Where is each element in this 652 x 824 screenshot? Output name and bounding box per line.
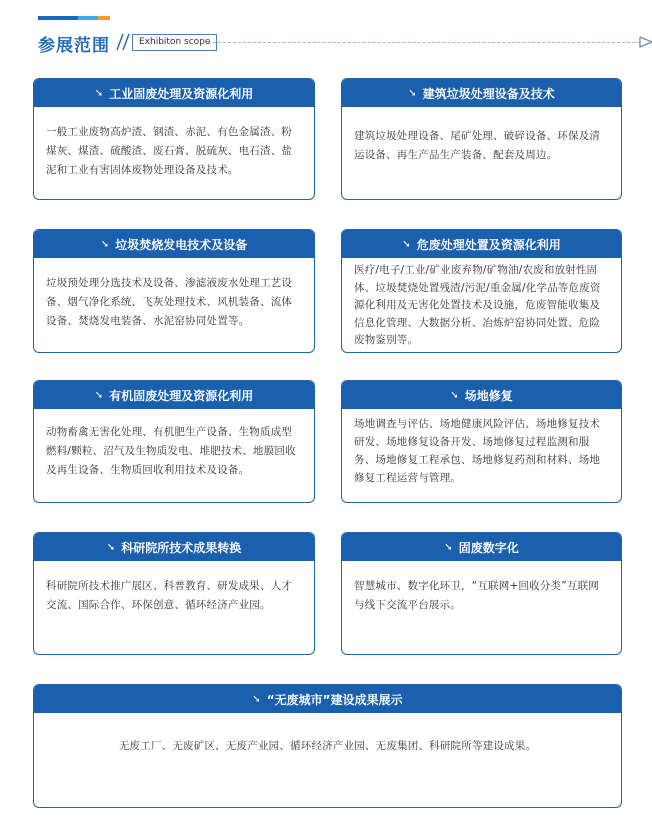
card-header xyxy=(34,381,314,409)
scope-card-incineration xyxy=(33,229,315,353)
card-title: 有机固废处理及资源化利用 xyxy=(109,388,254,403)
scope-card-construction xyxy=(341,78,622,200)
accent-blue xyxy=(38,16,78,20)
accent-light-blue xyxy=(78,16,98,20)
card-header xyxy=(342,79,621,107)
card-body: 医疗/电子/工业/矿业废弃物/矿物油/农废和放射性固体、垃圾焚烧处置残渣/污泥/重金属/化学品等危废资源化利用及无害化处置技术及设施，危废智能收集及信息化管理、大数据分析、冶炼炉窑协同处置、危险废物鉴别等。 xyxy=(354,264,601,346)
card-body: 场地调查与评估、场地健康风险评估、场地修复技术研发、场地修复设备开发、场地修复过程监测和服务、场地修复工程承包、场地修复药剂和材料、场地修复工程运营与管理。 xyxy=(354,418,601,484)
card-title: 工业固废处理及资源化利用 xyxy=(109,86,254,101)
scope-card-site-remediation xyxy=(341,380,622,503)
card-title: 场地修复 xyxy=(464,388,513,403)
arrow-right-icon xyxy=(638,35,652,49)
arrow-down-right-icon: ➘ xyxy=(100,238,110,250)
card-body: 无废工厂、无废矿区、无废产业园、循环经济产业园、无废集团、科研院所等建设成果。 xyxy=(118,740,537,752)
card-header xyxy=(34,79,314,107)
card-body: 动物畜禽无害化处理、有机肥生产设备、生物质成型燃料/颗粒、沼气及生物质发电、堆肥技术、地膜回收及再生设备、生物质回收利用技术及设备。 xyxy=(46,426,296,476)
card-title: 垃圾焚烧发电技术及设备 xyxy=(115,237,248,252)
accent-orange xyxy=(98,16,110,20)
card-header xyxy=(342,533,621,561)
arrow-down-right-icon: ➘ xyxy=(444,541,453,553)
card-header xyxy=(34,230,314,258)
arrow-down-right-icon: ➘ xyxy=(408,87,417,99)
card-body: 一般工业废物高炉渣、钢渣、赤泥、有色金属渣、粉煤灰、煤渣、硫酸渣、废石膏、脱硫灰、电石渣、盐泥和工业有害固体废物处理设备及技术。 xyxy=(46,126,293,176)
card-body: 垃圾预处理分选技术及设备、渗滤液废水处理工艺设备、烟气净化系统、飞灰处理技术、风机装备、流体设备、焚烧发电装备、水泥窑协同处置等。 xyxy=(46,277,293,327)
dashed-divider xyxy=(208,42,640,43)
card-body: 建筑垃圾处理设备、尾矿处理、破碎设备、环保及清运设备、再生产品生产装备、配套及周边。 xyxy=(354,130,601,161)
card-title: “无废城市”建设成果展示 xyxy=(266,692,403,707)
arrow-down-right-icon: ➘ xyxy=(94,87,104,99)
scope-card-zero-waste-city xyxy=(33,684,622,808)
card-header xyxy=(34,685,621,713)
card-title: 固废数字化 xyxy=(458,540,519,555)
card-header xyxy=(34,533,314,561)
arrow-down-right-icon: ➘ xyxy=(94,389,104,401)
scope-card-research xyxy=(33,532,315,655)
arrow-down-right-icon: ➘ xyxy=(402,238,411,250)
card-body: 科研院所技术推广展区、科普教育、研发成果、人才交流、国际合作、环保创意、循环经济产业园。 xyxy=(46,580,293,611)
section-title: 参展范围 xyxy=(38,36,110,56)
card-title: 建筑垃圾处理设备及技术 xyxy=(422,86,555,101)
card-header xyxy=(342,381,621,409)
scope-card-digital xyxy=(341,532,622,655)
card-title: 科研院所技术成果转换 xyxy=(121,540,242,555)
arrow-down-right-icon: ➘ xyxy=(450,389,459,401)
arrow-down-right-icon: ➘ xyxy=(106,541,116,553)
scope-card-organic xyxy=(33,380,315,503)
card-title: 危废处理处置及资源化利用 xyxy=(416,237,561,252)
arrow-down-right-icon: ➘ xyxy=(252,693,261,705)
header-accent-bar xyxy=(38,16,110,20)
card-body: 智慧城市、数字化环卫，“互联网+回收分类”互联网与线下交流平台展示。 xyxy=(354,580,599,611)
section-header xyxy=(38,31,618,55)
card-header xyxy=(342,230,621,258)
scope-card-industrial xyxy=(33,78,315,200)
scope-card-hazardous xyxy=(341,229,622,353)
section-subtitle: Exhibiton scope xyxy=(132,34,217,51)
double-slash-icon xyxy=(116,33,130,51)
